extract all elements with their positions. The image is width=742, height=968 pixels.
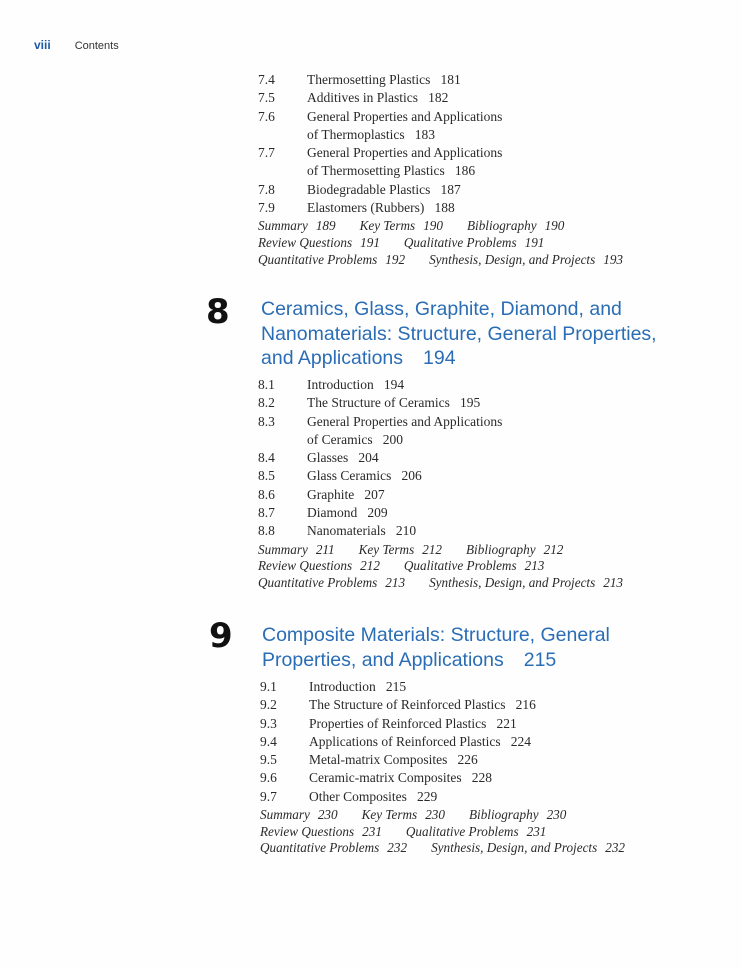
toc-entry — [260, 678, 700, 696]
section-title: Introduction 215 — [309, 679, 407, 694]
end-matter-label: Summary — [258, 218, 308, 234]
end-matter-item — [431, 840, 625, 855]
chapter-number: 8 — [206, 292, 230, 332]
section-title: Elastomers (Rubbers) 188 — [307, 200, 455, 216]
end-matter-row — [258, 558, 698, 575]
section-number: 8.1 — [258, 377, 275, 392]
section-title: General Properties and Applications — [307, 108, 503, 124]
toc-entry — [258, 126, 698, 144]
section-number: 9.3 — [260, 715, 277, 731]
end-matter-page: 230 — [425, 807, 445, 823]
toc-entry — [258, 162, 698, 180]
end-matter-label: Bibliography — [466, 218, 537, 234]
end-matter-item — [466, 542, 563, 557]
section-number: 8.2 — [258, 395, 275, 411]
end-matter-label: Synthesis, Design, and Projects — [429, 574, 596, 590]
section-title: Metal-matrix Composites 226 — [309, 752, 478, 768]
end-matter-label: Key Terms — [361, 807, 418, 823]
toc-entry — [258, 144, 698, 162]
toc-entry — [258, 71, 698, 89]
section-title: Ceramic-matrix Composites 228 — [309, 770, 492, 786]
end-matter-page: 211 — [315, 541, 335, 557]
chapter-title-line: Ceramics, Glass, Graphite, Diamond, and — [261, 298, 622, 320]
section-number: 8.4 — [258, 450, 275, 466]
section-number: 9.6 — [260, 770, 277, 786]
section-title: The Structure of Reinforced Plastics 216 — [309, 697, 536, 713]
page-number: viii — [34, 38, 51, 52]
end-matter-page: 231 — [362, 823, 382, 839]
section-number — [258, 126, 307, 144]
end-matter-page: 212 — [360, 558, 380, 574]
toc-entry — [260, 788, 700, 806]
end-matter-label: Synthesis, Design, and Projects — [429, 251, 596, 267]
toc-entry — [258, 486, 698, 504]
chapter-title — [262, 623, 692, 672]
chapter-title-line: Composite Materials: Structure, General — [262, 624, 610, 646]
end-matter-row — [258, 575, 698, 592]
section-title: Nanomaterials 210 — [307, 523, 417, 539]
end-matter-page: 232 — [387, 840, 408, 856]
section-title: Glasses 204 — [307, 450, 379, 466]
section-number: 7.6 — [258, 108, 275, 124]
end-matter-item — [469, 807, 566, 822]
section-number: 8.8 — [258, 523, 275, 539]
end-matter-label: Bibliography — [468, 807, 539, 823]
end-matter-page: 212 — [543, 541, 564, 557]
end-matter-item — [404, 558, 544, 573]
section-title: Additives in Plastics 182 — [307, 90, 449, 106]
end-matter-item — [258, 575, 405, 590]
toc-entry — [260, 715, 700, 733]
chapter-title-line: Nanomaterials: Structure, General Properties, — [261, 322, 657, 345]
end-matter-page: 213 — [603, 574, 624, 590]
end-matter-item — [429, 575, 623, 590]
section-number — [258, 431, 307, 449]
toc-entry — [258, 181, 698, 199]
section-title: of Thermoplastics 183 — [307, 126, 435, 142]
chapter-8-contents — [258, 376, 698, 591]
section-number: 7.7 — [258, 145, 275, 161]
end-matter-item — [467, 218, 564, 233]
end-matter-row — [260, 840, 700, 857]
section-number: 9.7 — [260, 788, 277, 804]
end-matter-page: 232 — [605, 840, 626, 856]
end-matter-label: Qualitative Problems — [403, 234, 517, 250]
section-title: Biodegradable Plastics 187 — [307, 181, 461, 197]
end-matter-page: 212 — [422, 541, 442, 557]
section-number: 9.1 — [260, 679, 277, 694]
section-number: 9.4 — [260, 733, 277, 749]
chapter-title-line: and Applications 194 — [261, 347, 456, 369]
section-title: Diamond 209 — [307, 505, 388, 521]
end-matter-page: 230 — [546, 807, 567, 823]
page-header — [34, 38, 119, 52]
end-matter-item — [260, 840, 407, 855]
toc-entry — [258, 108, 698, 126]
end-matter — [260, 807, 700, 857]
end-matter-row — [258, 542, 698, 559]
end-matter-label: Bibliography — [466, 541, 536, 557]
end-matter-label: Key Terms — [359, 218, 416, 234]
toc-entry — [258, 413, 698, 431]
chapter-title-page: 194 — [423, 347, 456, 369]
end-matter-row — [258, 218, 698, 235]
end-matter-page: 213 — [524, 558, 545, 574]
toc-entry — [258, 199, 698, 217]
end-matter-item — [404, 235, 544, 250]
section-number: 8.5 — [258, 468, 275, 484]
end-matter-item — [260, 824, 382, 839]
section-number: 9.5 — [260, 752, 277, 768]
toc-entry — [258, 376, 698, 394]
end-matter-row — [258, 252, 698, 269]
section-title: Thermosetting Plastics 181 — [307, 72, 461, 87]
section-number — [258, 162, 307, 180]
end-matter-item — [258, 558, 380, 573]
section-number: 8.6 — [258, 486, 275, 502]
section-title: The Structure of Ceramics 195 — [307, 395, 481, 411]
end-matter-page: 213 — [385, 574, 406, 590]
section-title: General Properties and Applications — [307, 145, 503, 161]
section-list — [258, 71, 698, 217]
end-matter-item — [360, 218, 443, 233]
section-list — [260, 678, 700, 806]
end-matter-item — [258, 252, 405, 267]
end-matter-label: Quantitative Problems — [258, 574, 378, 590]
chapter-7-continued — [258, 71, 698, 268]
toc-entry — [260, 733, 700, 751]
chapter-title — [261, 297, 691, 371]
section-title: of Ceramics 200 — [307, 431, 403, 447]
end-matter-label: Synthesis, Design, and Projects — [431, 840, 598, 856]
section-number: 7.4 — [258, 72, 275, 87]
end-matter-label: Qualitative Problems — [405, 823, 519, 839]
toc-entry — [258, 522, 698, 540]
end-matter-item — [359, 542, 442, 557]
section-title: Introduction 194 — [307, 377, 405, 392]
end-matter-item — [429, 252, 623, 267]
end-matter-label: Summary — [258, 541, 308, 557]
end-matter-page: 189 — [315, 218, 336, 234]
end-matter — [258, 542, 698, 592]
end-matter-item — [362, 807, 445, 822]
toc-entry — [258, 504, 698, 522]
end-matter-row — [260, 824, 700, 841]
section-list — [258, 376, 698, 541]
end-matter-page: 191 — [360, 234, 380, 250]
section-title: General Properties and Applications — [307, 413, 503, 429]
section-title: Applications of Reinforced Plastics 224 — [309, 733, 531, 749]
toc-entry — [258, 394, 698, 412]
section-number: 7.5 — [258, 90, 275, 106]
end-matter-label: Review Questions — [258, 234, 353, 250]
end-matter-label: Review Questions — [258, 558, 353, 574]
end-matter — [258, 218, 698, 268]
end-matter-page: 193 — [603, 251, 624, 267]
section-title: Other Composites 229 — [309, 788, 438, 804]
toc-entry — [260, 751, 700, 769]
end-matter-label: Summary — [260, 807, 310, 823]
chapter-title-page: 215 — [523, 648, 557, 671]
end-matter-row — [258, 235, 698, 252]
toc-entry — [258, 467, 698, 485]
end-matter-label: Qualitative Problems — [403, 558, 517, 574]
end-matter-page: 230 — [317, 807, 338, 823]
section-title: Graphite 207 — [307, 486, 385, 502]
end-matter-page: 231 — [526, 823, 547, 839]
section-title: Properties of Reinforced Plastics 221 — [309, 715, 517, 731]
running-head: Contents — [74, 40, 119, 52]
section-number: 7.9 — [258, 200, 275, 216]
end-matter-page: 192 — [385, 251, 406, 267]
section-number: 8.7 — [258, 505, 275, 521]
chapter-title-line: Properties, and Applications 215 — [262, 648, 557, 671]
end-matter-item — [258, 218, 336, 233]
end-matter-page: 190 — [544, 218, 565, 234]
chapter-9-contents — [260, 678, 700, 857]
section-title: Glass Ceramics 206 — [307, 468, 422, 484]
end-matter-page: 191 — [524, 234, 545, 250]
end-matter-page: 190 — [423, 218, 443, 234]
section-title: of Thermosetting Plastics 186 — [307, 163, 476, 179]
end-matter-item — [260, 807, 338, 822]
section-number: 9.2 — [260, 697, 277, 713]
end-matter-item — [258, 542, 335, 557]
toc-entry — [260, 769, 700, 787]
section-number: 7.8 — [258, 181, 275, 197]
end-matter-item — [406, 824, 546, 839]
end-matter-label: Review Questions — [260, 823, 355, 839]
end-matter-label: Quantitative Problems — [260, 840, 380, 856]
toc-entry — [258, 449, 698, 467]
end-matter-label: Key Terms — [358, 541, 415, 557]
chapter-number: 9 — [209, 616, 233, 656]
toc-entry — [260, 696, 700, 714]
end-matter-row — [260, 807, 700, 824]
end-matter-item — [258, 235, 380, 250]
toc-entry — [258, 431, 698, 449]
end-matter-label: Quantitative Problems — [258, 251, 378, 267]
section-number: 8.3 — [258, 413, 275, 429]
toc-entry — [258, 89, 698, 107]
